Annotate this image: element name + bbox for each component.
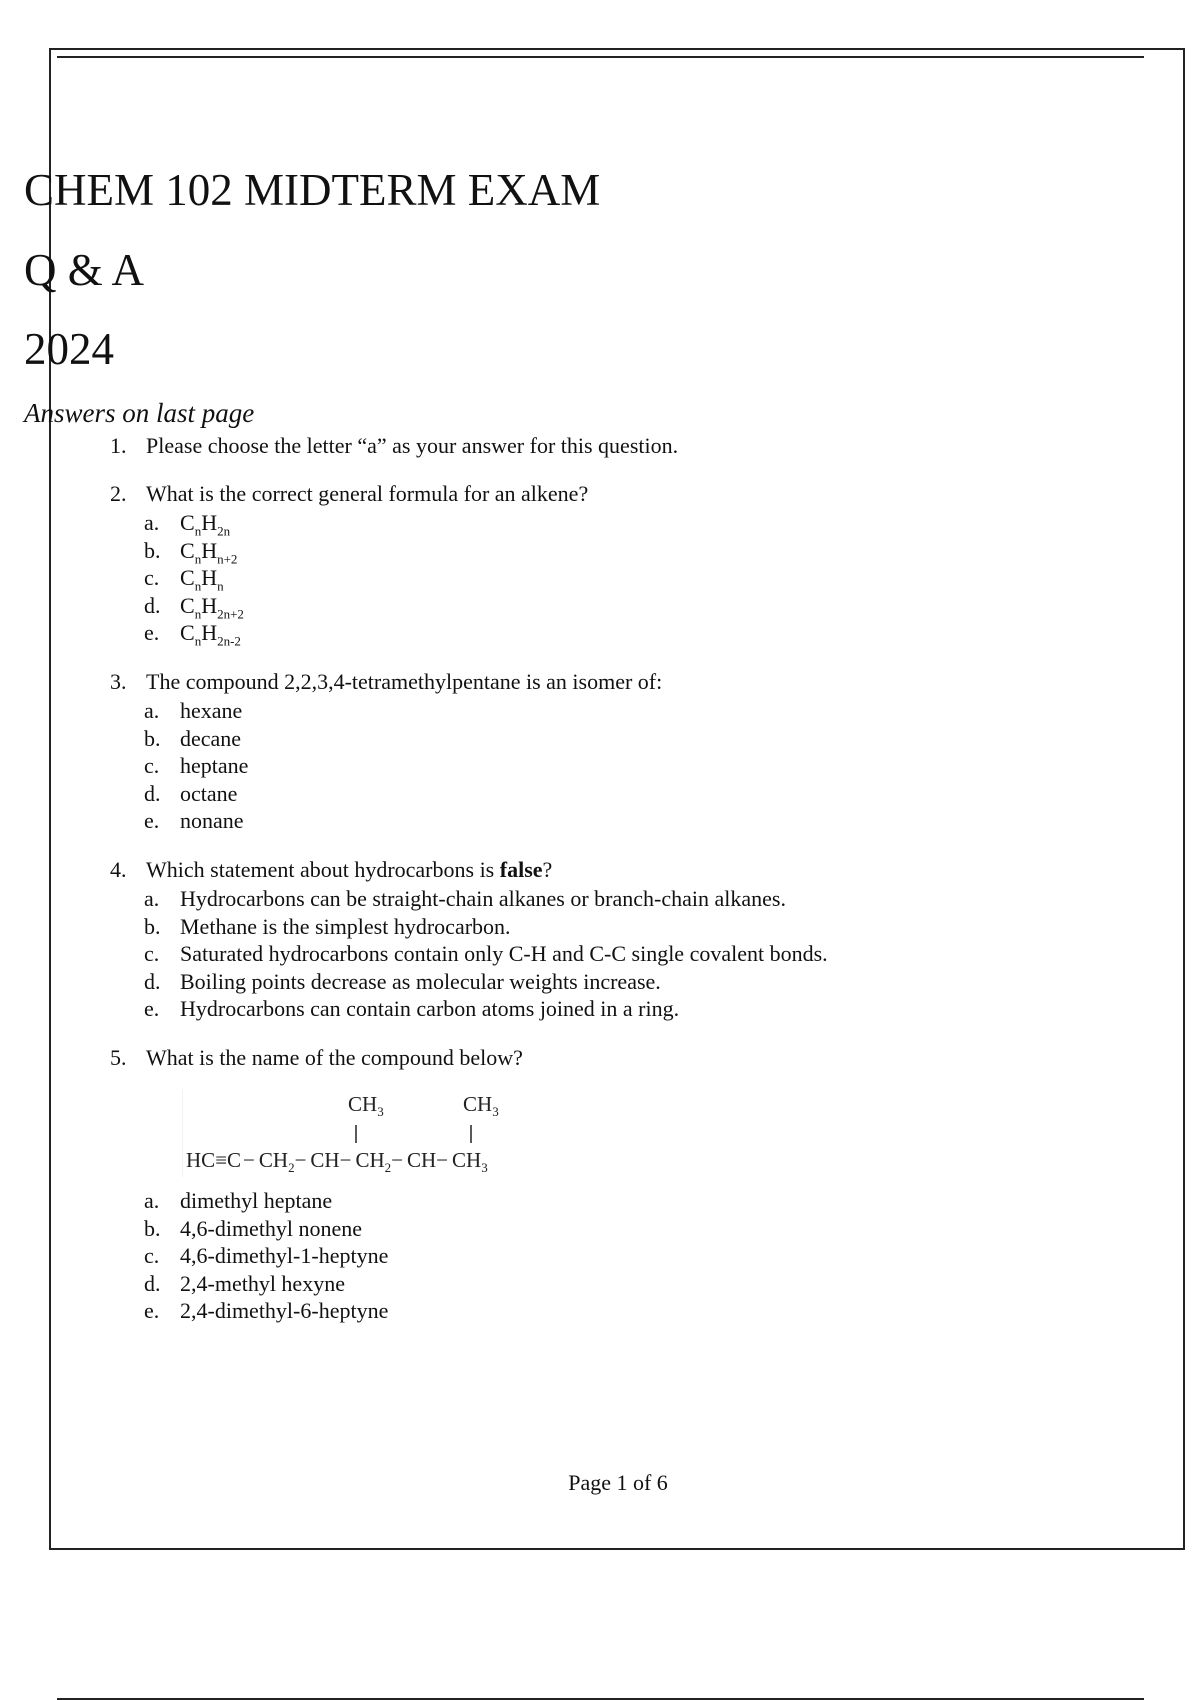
formula: $C_nH_{2n}$ <box>180 510 231 539</box>
option-text: Boiling points decrease as molecular weights increase. <box>180 968 661 994</box>
question-list <box>110 433 1160 1347</box>
option-text: 2,4-dimethyl-6-heptyne <box>180 1298 389 1324</box>
option-d[interactable] <box>144 592 1160 620</box>
question-text: The compound 2,2,3,4-tetramethylpentane is an isomer of: <box>146 668 663 694</box>
option-b[interactable] <box>144 1215 1160 1243</box>
option-text: decane <box>180 725 242 751</box>
option-text: 2,4-methyl hexyne <box>180 1270 345 1296</box>
option-a[interactable] <box>144 885 1160 913</box>
option-letter: d. <box>144 592 161 618</box>
structural-formula <box>182 1085 562 1181</box>
option-text: hexane <box>180 697 243 723</box>
option-d[interactable] <box>144 1270 1160 1298</box>
option-letter: b. <box>144 1215 161 1241</box>
option-b[interactable] <box>144 725 1160 753</box>
question-number: 4. <box>110 856 127 882</box>
answers-note: Answers on last page <box>24 398 255 428</box>
option-letter: e. <box>144 1298 160 1324</box>
question-1 <box>110 433 1160 459</box>
option-text: 4,6-dimethyl nonene <box>180 1215 363 1241</box>
option-letter: c. <box>144 753 160 779</box>
option-letter: a. <box>144 1187 160 1213</box>
option-letter: e. <box>144 620 160 646</box>
option-letter: c. <box>144 565 160 591</box>
option-d[interactable] <box>144 780 1160 808</box>
option-text: Saturated hydrocarbons contain only C-H and C-C single covalent bonds. <box>180 941 828 967</box>
question-text: Which statement about hydrocarbons is false? <box>146 856 553 882</box>
option-c[interactable] <box>144 564 1160 592</box>
question-text: What is the name of the compound below? <box>146 1044 523 1070</box>
option-text: Hydrocarbons can contain carbon atoms joined in a ring. <box>180 996 680 1022</box>
question-number: 1. <box>110 433 127 458</box>
option-letter: b. <box>144 725 161 751</box>
option-text: 4,6-dimethyl-1-heptyne <box>180 1243 389 1269</box>
option-a[interactable] <box>144 509 1160 537</box>
option-c[interactable] <box>144 940 1160 968</box>
option-e[interactable] <box>144 995 1160 1023</box>
option-letter: c. <box>144 941 160 967</box>
branch-methyl-1: $CH_3$ <box>348 1091 384 1119</box>
option-list <box>144 509 1160 647</box>
question-number: 3. <box>110 668 127 694</box>
option-letter: a. <box>144 885 160 911</box>
exam-year: 2024 <box>24 324 114 374</box>
option-e[interactable] <box>144 619 1160 647</box>
question-number: 5. <box>110 1044 127 1070</box>
option-a[interactable] <box>144 1187 1160 1215</box>
option-text: Methane is the simplest hydrocarbon. <box>180 913 511 939</box>
option-text: dimethyl heptane <box>180 1187 333 1213</box>
page-number: Page 1 of 6 <box>568 1470 668 1495</box>
option-letter: a. <box>144 510 160 535</box>
option-list <box>144 1187 1160 1325</box>
option-text: heptane <box>180 753 249 779</box>
formula: $C_nH_{n+2}$ <box>180 537 238 566</box>
option-text: Hydrocarbons can be straight-chain alkanes or branch-chain alkanes. <box>180 885 786 911</box>
question-3 <box>110 669 1160 835</box>
option-e[interactable] <box>144 807 1160 835</box>
option-letter: c. <box>144 1243 160 1269</box>
formula: $C_nH_{2n-2}$ <box>180 620 241 649</box>
option-a[interactable] <box>144 697 1160 725</box>
option-b[interactable] <box>144 913 1160 941</box>
option-list <box>144 697 1160 835</box>
exam-title: CHEM 102 MIDTERM EXAM <box>24 165 601 215</box>
option-text: octane <box>180 780 238 806</box>
exam-subtitle: Q & A <box>24 245 145 295</box>
formula: $C_nH_{2n+2}$ <box>180 592 244 622</box>
option-letter: e. <box>144 808 160 834</box>
question-text: What is the correct general formula for an alkene? <box>146 481 589 506</box>
option-text: nonane <box>180 808 244 834</box>
question-text: Please choose the letter “a” as your answer for this question. <box>146 433 679 458</box>
top-rule <box>57 56 1144 58</box>
option-letter: d. <box>144 968 161 994</box>
option-list <box>144 885 1160 1023</box>
question-4 <box>110 857 1160 1023</box>
option-c[interactable] <box>144 1242 1160 1270</box>
question-2 <box>110 481 1160 647</box>
branch-methyl-2: $CH_3$ <box>463 1091 499 1119</box>
question-5 <box>110 1045 1160 1325</box>
option-letter: b. <box>144 537 161 563</box>
option-c[interactable] <box>144 752 1160 780</box>
option-letter: b. <box>144 913 161 939</box>
formula: $C_nH_n$ <box>180 565 224 594</box>
option-b[interactable] <box>144 537 1160 565</box>
question-number: 2. <box>110 481 127 506</box>
option-letter: e. <box>144 996 160 1022</box>
option-e[interactable] <box>144 1297 1160 1325</box>
option-letter: d. <box>144 780 161 806</box>
emphasis-false: false <box>499 856 543 882</box>
option-letter: d. <box>144 1270 161 1296</box>
option-d[interactable] <box>144 968 1160 996</box>
main-chain: $HC\equiv C- CH_2- CH- CH_2- CH- CH_3$ <box>186 1147 488 1175</box>
option-letter: a. <box>144 697 160 723</box>
